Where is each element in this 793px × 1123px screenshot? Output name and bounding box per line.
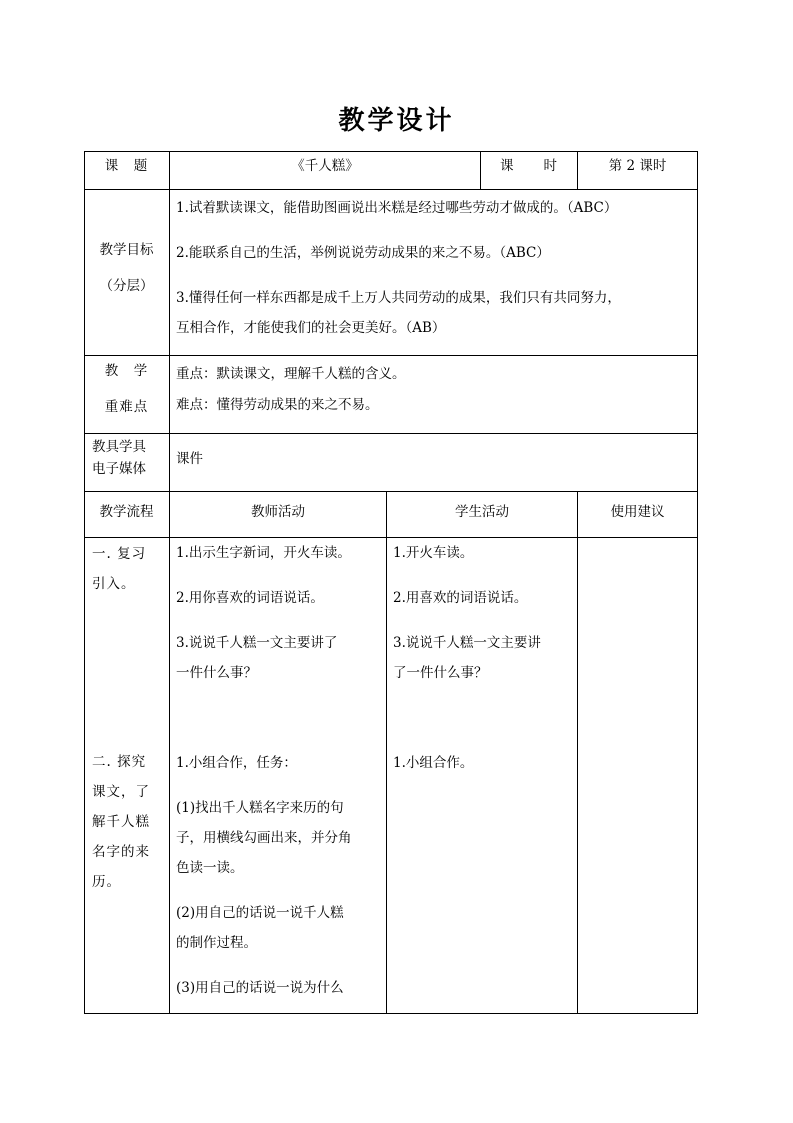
media-label: 教具学具 (92, 439, 146, 455)
objectives-label-sub: （分层） (99, 278, 154, 294)
objectives-label: 教学目标 (99, 242, 154, 258)
lesson-name: 《千人糕》 (291, 158, 359, 174)
step-2-teacher-line: 1.小组合作，任务： (176, 755, 297, 771)
step-2-teacher-line: 子，用横线勾画出来，并分角 (176, 830, 352, 846)
key-point: 重点：默读课文，理解千人糕的含义。 (176, 366, 406, 382)
objective-item-1: 1.试着默读课文，能借助图画说出米糕是经过哪些劳动才做成的。（ABC） (176, 200, 618, 216)
step-2-teacher-line: (1)找出千人糕名字来历的句 (176, 800, 344, 816)
step-1-teacher-line: 3.说说千人糕一文主要讲了 (176, 635, 338, 651)
objective-item-3-line2: 互相合作，才能使我们的社会更美好。（AB） (176, 320, 446, 336)
step-1-stage-line: 一. 复习 (92, 546, 147, 562)
document-title: 教学设计 (338, 106, 455, 136)
step-1-teacher-line: 2.用你喜欢的词语说话。 (176, 590, 324, 606)
advice-header: 使用建议 (610, 504, 665, 520)
objective-item-3-line1: 3.懂得任何一样东西都是成千上万人共同劳动的成果，我们只有共同努力， (176, 290, 621, 306)
media-value: 课件 (176, 451, 203, 467)
step-2-student-line: 1.小组合作。 (393, 755, 474, 771)
period-value: 第 2 课时 (608, 158, 667, 174)
step-2-stage-line: 名字的来 (92, 844, 150, 860)
step-2-teacher-line: 的制作过程。 (176, 935, 257, 951)
media-label-sub: 电子媒体 (92, 461, 146, 477)
objective-item-2: 2.能联系自己的生活，举例说说劳动成果的来之不易。（ABC） (176, 245, 550, 261)
step-1-stage-line: 引入。 (92, 576, 136, 592)
focus-label-sub: 重难点 (104, 399, 149, 415)
step-2-stage-line: 解千人糕 (92, 814, 150, 830)
focus-label: 教 学 (104, 363, 149, 379)
step-2-stage-line: 历。 (92, 874, 121, 890)
step-1-teacher-line: 一件什么事？ (176, 665, 257, 681)
step-2-teacher-line: 色读一读。 (176, 860, 244, 876)
flow-header: 教学流程 (99, 504, 154, 520)
step-2-teacher-line: (2)用自己的话说一说千人糕 (176, 905, 344, 921)
course-label: 课 题 (104, 158, 149, 174)
student-header: 学生活动 (455, 504, 509, 520)
step-1-student-line: 了一件什么事？ (393, 665, 488, 681)
step-2-stage-line: 二. 探究 (92, 754, 147, 770)
step-1-student-line: 1.开火车读。 (393, 545, 474, 561)
step-2-stage-line: 课文，了 (92, 784, 150, 800)
difficult-point: 难点：懂得劳动成果的来之不易。 (176, 397, 379, 413)
step-1-student-line: 3.说说千人糕一文主要讲 (393, 635, 541, 651)
teacher-header: 教师活动 (251, 504, 305, 520)
step-1-teacher-line: 1.出示生字新词，开火车读。 (176, 545, 351, 561)
step-1-student-line: 2.用喜欢的词语说话。 (393, 590, 528, 606)
step-2-teacher-line: (3)用自己的话说一说为什么 (176, 980, 344, 996)
period-label: 课 时 (500, 158, 558, 174)
lesson-plan-table (84, 151, 698, 1014)
